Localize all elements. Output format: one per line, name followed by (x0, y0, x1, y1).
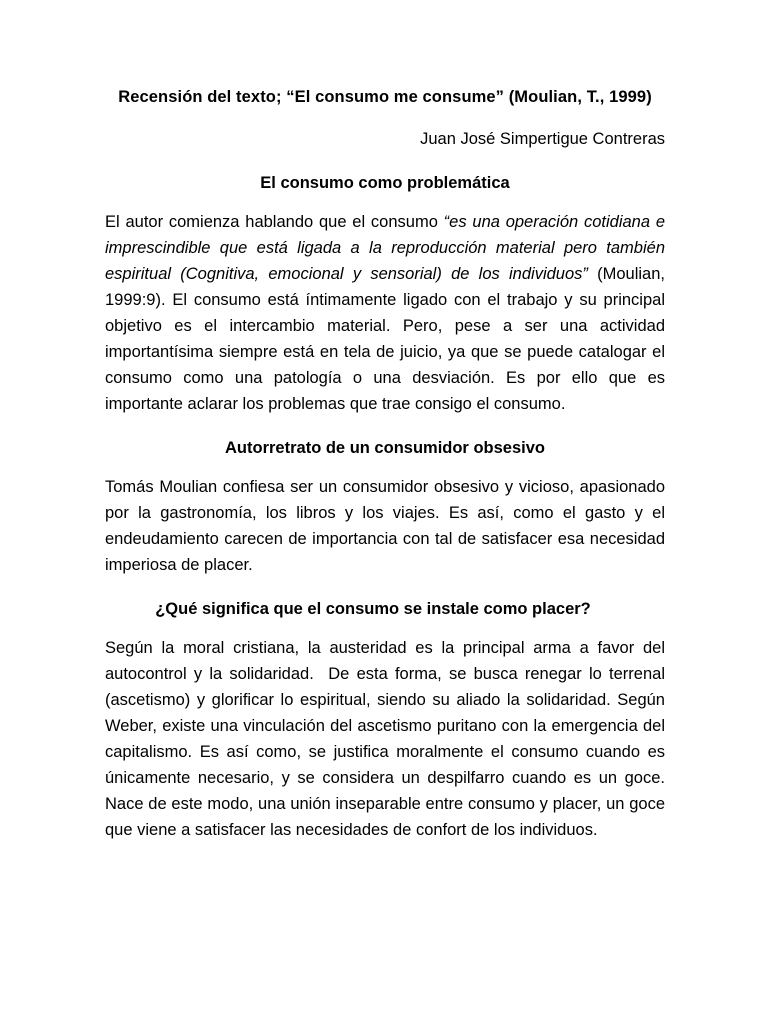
page-title: Recensión del texto; “El consumo me consume” (Moulian, T., 1999) (118, 88, 652, 106)
section-heading-autorretrato: Autorretrato de un consumidor obsesivo (225, 439, 545, 457)
section-heading-que-significa: ¿Qué significa que el consumo se instale como placer? (155, 600, 591, 618)
paragraph-que-significa: Según la moral cristiana, la austeridad es la principal arma a favor del autocontrol y la solidaridad. De esta forma, se busca renegar lo terrenal (ascetismo) y glorificar lo espiritual, siendo su aliado la solidaridad. Según Weber, existe una vinculación del ascetismo puritano con la emergencia del capitalismo. Es así como, se justifica moralmente el consumo cuando es únicamente necesario, y se considera un despilfarro cuando es un goce. Nace de este modo, una unión inseparable entre consumo y placer, un goce que viene a satisfacer las necesidades de confort de los individuos. (105, 639, 670, 839)
moulian-quotation: “es una operación cotidiana e imprescindible que está ligada a la reproducción material pero también espiritual (Cognitiva, emocional y sensorial) de los individuos” (105, 213, 665, 283)
author-byline: Juan José Simpertigue Contreras (420, 130, 665, 148)
document-content (105, 84, 670, 843)
paragraph-consumo-problematica (105, 209, 665, 417)
section-heading-consumo-problematica: El consumo como problemática (260, 174, 510, 192)
paragraph-lead-text: El autor comienza hablando que el consumo (105, 213, 444, 231)
paragraph-tail-text: (Moulian, 1999:9). El consumo está íntimamente ligado con el trabajo y su principal objetivo es el intercambio material. Pero, pese a ser una actividad importantísima siempre está en tela de juicio, ya que se puede catalogar el consumo como una patología o una desviación. Es por ello que es importante aclarar los problemas que trae consigo el consumo. (105, 265, 665, 413)
paragraph-autorretrato: Tomás Moulian confiesa ser un consumidor obsesivo y vicioso, apasionado por la gastronomía, los libros y los viajes. Es así, como el gasto y el endeudamiento carecen de importancia con tal de satisfacer esa necesidad imperiosa de placer. (105, 478, 670, 574)
